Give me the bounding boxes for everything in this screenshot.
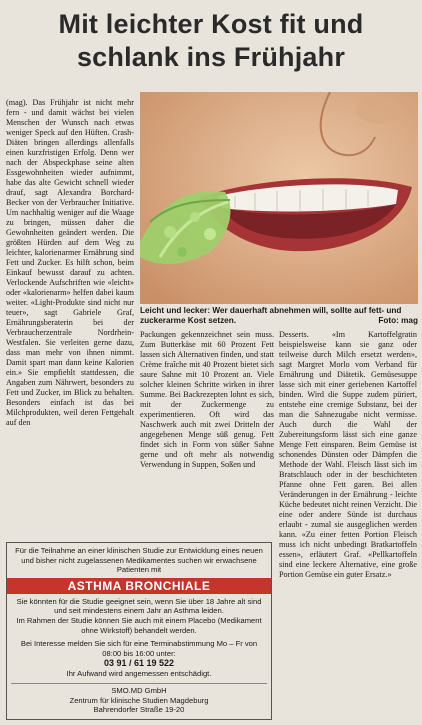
ad-body-2: Im Rahmen der Studie können Sie auch mit einem Placebo (Medikament ohne Wirkstoff) behandelt werden. — [16, 615, 262, 635]
ad-company: SMO.MD GmbH — [11, 683, 267, 696]
ad-body-1: Sie könnten für die Studie geeignet sein, wenn Sie über 18 Jahre alt sind und seit mindestens einem Jahr an Asthma leiden. — [16, 596, 262, 616]
ad-note: Ihr Aufwand wird angemessen entschädigt. — [66, 669, 212, 679]
headline — [0, 8, 422, 74]
ad-title: ASTHMA BRONCHIALE — [7, 578, 271, 594]
study-advertisement — [6, 542, 272, 720]
caption-text: Leicht und lecker: Wer dauerhaft abnehmen will, sollte auf fett- und zuckerarme Kost setzen. — [140, 306, 402, 325]
ad-intro: Für die Teilnahme an einer klinischen Studie zur Entwicklung eines neuen und bisher nicht zugelassenen Medikamentes suchen wir erwachsene Patienten mit — [15, 546, 263, 575]
ad-address: Bahrendorfer Straße 19-20 — [93, 705, 185, 715]
photo-credit: Foto: mag — [378, 316, 418, 325]
ad-phone: 03 91 / 61 19 522 — [103, 658, 175, 669]
article-column-1: (mag). Das Frühjahr ist nicht mehr fern - und damit wächst bei vielen Menschen der Wunsch nach etwas weniger Speck auf den Hüften. Crash-Diäten bringen allerdings allenfalls einen kurzfristigen Erfolg. Denn wer nach der Abspeckphase seine alten Essgewohnheiten wieder aufnimmt, habe das alte Gewicht schnell wieder drauf, sagt Alexandra Borchard-Becker von der Verbraucher Initiative. Um nachhaltig weniger auf die Waage zu bringen, müssen daher die Gewohnheiten geändert werden. Die größten Hürden auf dem Weg zu leichter, kalorienarmer Ernährung sind Fett und Zucker. Es hilft schon, beim Einkauf bewusst darauf zu achten. Verlockende Aufschriften wie «leicht» oder «kalorienarm» helfen dabei kaum weiter. «Light-Produkte sind nicht nur teuer», sagt Gabriele Graf, Ernährungsberaterin bei der Verbraucherzentrale Nordrhein-Westfalen. Sie verleiten gerne dazu, dass man mehr von ihnen nimmt. Damit spart man dann keine Kalorien ein.» Sie empfiehlt stattdessen, die Angaben zum Nährwert, besonders zu Fett und Zucker, im Blick zu behalten. Besonders einfach ist das bei Milchprodukten, weil deren Fettgehalt auf den — [6, 98, 134, 427]
ad-contact: Bei Interesse melden Sie sich für eine Terminabstimmung Mo – Fr von 08:00 bis 16:00 unter: — [20, 639, 258, 658]
headline-line-2: schlank ins Frühjahr — [76, 42, 346, 72]
ad-center: Zentrum für klinische Studien Magdeburg — [69, 695, 209, 705]
article-column-2: Packungen gekennzeichnet sein muss. Zum Butterkäse mit 60 Prozent Fett lassen sich Alternativen finden, und statt Crème fraîche mit 40 Prozent bietet sich saure Sahne mit 10 Prozent an. Viele solcher kleinen Schritte wirken in ihrer Summe. Bei Backrezepten lohnt es sich, mit der Zuckermenge zu experimentieren. Oft wird das Naschwerk auch mit zwei Dritteln der angegebenen Menge süß genug. Fett findet sich in Form von süßer Sahne gerne und oft mehr als notwendig Verwendung in Suppen, Soßen und — [140, 330, 274, 469]
photo-caption — [140, 306, 418, 326]
smiling-mouth-with-lettuce-image — [140, 92, 418, 304]
article-photo — [140, 92, 418, 304]
headline-line-1: Mit leichter Kost fit und — [58, 9, 364, 39]
article-column-3: Desserts. «Im Kartoffelgratin beispielsweise kann sie ganz oder teilweise durch Milch ersetzt werden», sagt Margret Morlo vom Verband für Ernährung und Diätetik. Gemüsesuppe lasse sich mit einer geriebenen Kartoffel binden. Wird die Suppe zudem püriert, entstehe eine cremige Substanz, bei der man die Sahnezugabe nicht vermisse. Auch durch die Wahl der Zubereitungsform lässt sich eine ganze Menge Fett einsparen. Beim Gemüse ist schonendes Dünsten oder Dämpfen die Methode der Wahl. Fleisch lässt sich im Bratschlauch oder in der beschichteten Pfanne ohne Fett garen. Bei allen Veränderungen in der Ernährung - leichte Küche bedeutet nicht reinen Verzicht. Die eine oder andere Sünde ist durchaus erlaubt - zumal sie ausgeglichen werden kann. «Zu einer fetten Portion Fleisch muss ich nicht unbedingt Bratkartoffeln essen», erläutert Graf. «Pellkartoffeln sind eine leckere Alternative, eine große Portion Gemüse ein guter Ersatz.» — [279, 330, 417, 579]
